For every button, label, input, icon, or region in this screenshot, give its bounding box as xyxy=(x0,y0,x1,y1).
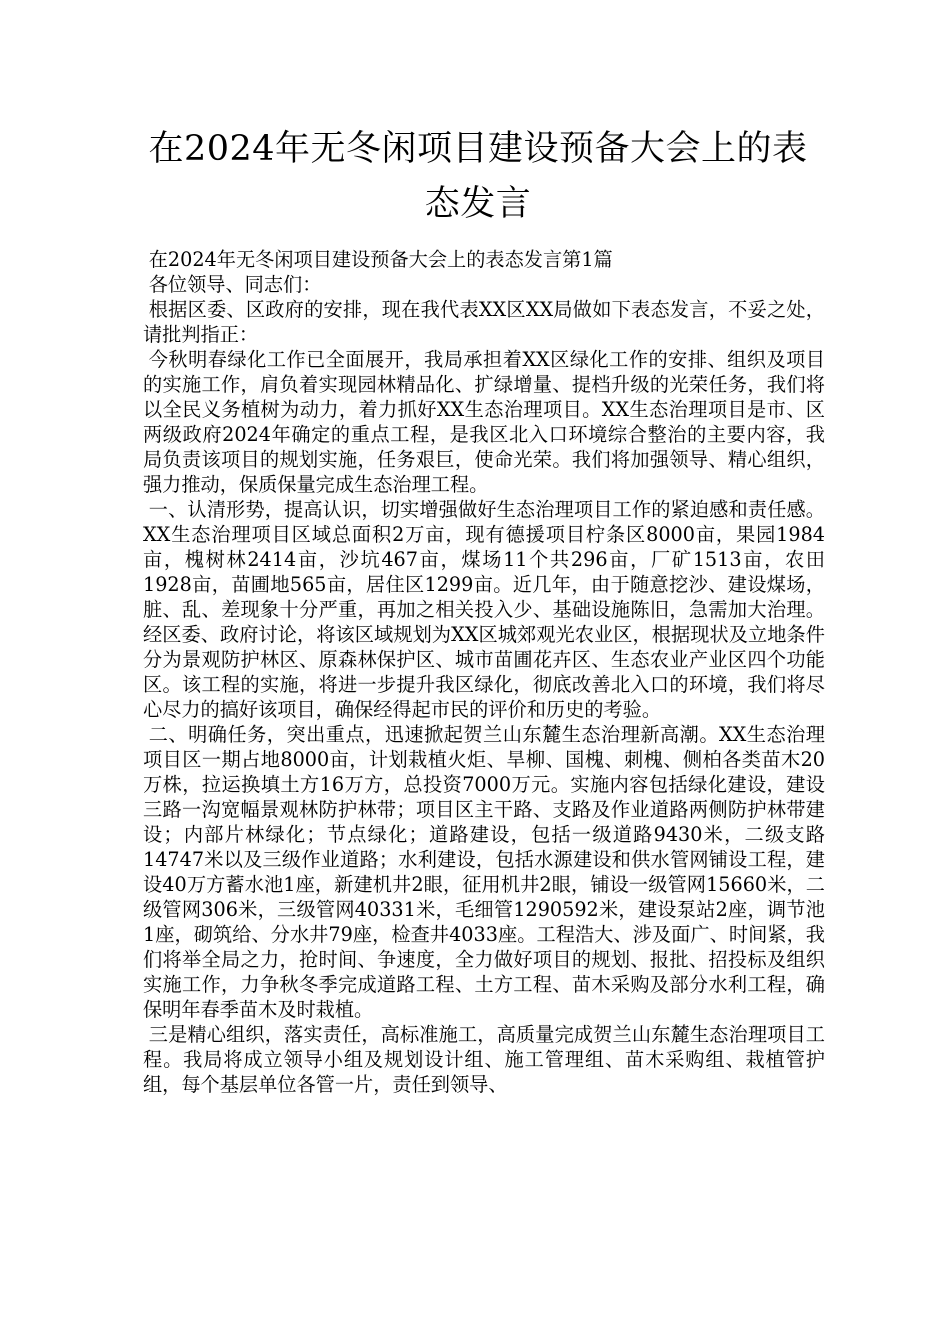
document-title: 在2024年无冬闲项目建设预备大会上的表态发言 xyxy=(148,129,808,224)
section-one-paragraph: 一、认清形势，提高认识，切实增强做好生态治理项目工作的紧迫感和责任感。XX生态治理项目区域总面积2万亩，现有德援项目柠条区8000亩，果园1984亩，槐树林2414亩，沙坑467亩，煤场11个共296亩，厂矿1513亩，农田1928亩，苗圃地565亩，居住区1299亩。近几年，由于随意挖沙、建设煤场，脏、乱、差现象十分严重，再加之相关投入少、基础设施陈旧，急需加大治理。经区委、政府讨论，将该区域规划为XX区城郊观光农业区，根据现状及立地条件分为景观防护林区、原森林保护区、城市苗圃花卉区、生态农业产业区四个功能区。该工程的实施，将进一步提升我区绿化，彻底改善北入口的环境，我们将尽心尽力的搞好该项目，确保经得起市民的评价和历史的考验。 xyxy=(143,498,825,721)
section-two-paragraph: 二、明确任务，突出重点，迅速掀起贺兰山东麓生态治理新高潮。XX生态治理项目区一期占地8000亩，计划栽植火炬、旱柳、国槐、刺槐、侧柏各类苗木20万株，拉运换填土方16万方，总投资7000万元。实施内容包括绿化建设，建设三路一沟宽幅景观林防护林带；项目区主干路、支路及作业道路两侧防护林带建设；内部片林绿化；节点绿化；道路建设，包括一级道路9430米，二级支路14747米以及三级作业道路；水利建设，包括水源建设和供水管网铺设工程，建设40万方蓄水池1座，新建机井2眼，征用机井2眼，铺设一级管网15660米，二级管网306米，三级管网40331米，毛细管1290592米，建设泵站2座，调节池1座，砌筑给、分水井79座，检查井4033座。工程浩大、涉及面广、时间紧，我们将举全局之力，抢时间、争速度，全力做好项目的规划、报批、招投标及组织实施工作，力争秋冬季完成道路工程、土方工程、苗木采购及部分水利工程，确保明年春季苗木及时栽植。 xyxy=(143,723,825,1021)
document-body xyxy=(143,247,825,1097)
intro-paragraph: 根据区委、区政府的安排，现在我代表XX区XX局做如下表态发言，不妥之处，请批判指正： xyxy=(143,298,825,346)
section-three-paragraph: 三是精心组织，落实责任，高标准施工，高质量完成贺兰山东麓生态治理项目工程。我局将成立领导小组及规划设计组、施工管理组、苗木采购组、栽植管护组，每个基层单位各管一片，责任到领导、 xyxy=(143,1023,825,1096)
salutation-paragraph: 各位领导、同志们： xyxy=(148,273,322,296)
document-subtitle: 在2024年无冬闲项目建设预备大会上的表态发言第1篇 xyxy=(148,248,613,271)
overview-paragraph: 今秋明春绿化工作已全面展开，我局承担着XX区绿化工作的安排、组织及项目的实施工作，肩负着实现园林精品化、扩绿增量、提档升级的光荣任务，我们将以全民义务植树为动力，着力抓好XX生态治理项目。XX生态治理项目是市、区两级政府2024年确定的重点工程，是我区北入口环境综合整治的主要内容，我局负责该项目的规划实施，任务艰巨，使命光荣。我们将加强领导、精心组织，强力推动，保质保量完成生态治理工程。 xyxy=(143,348,825,496)
